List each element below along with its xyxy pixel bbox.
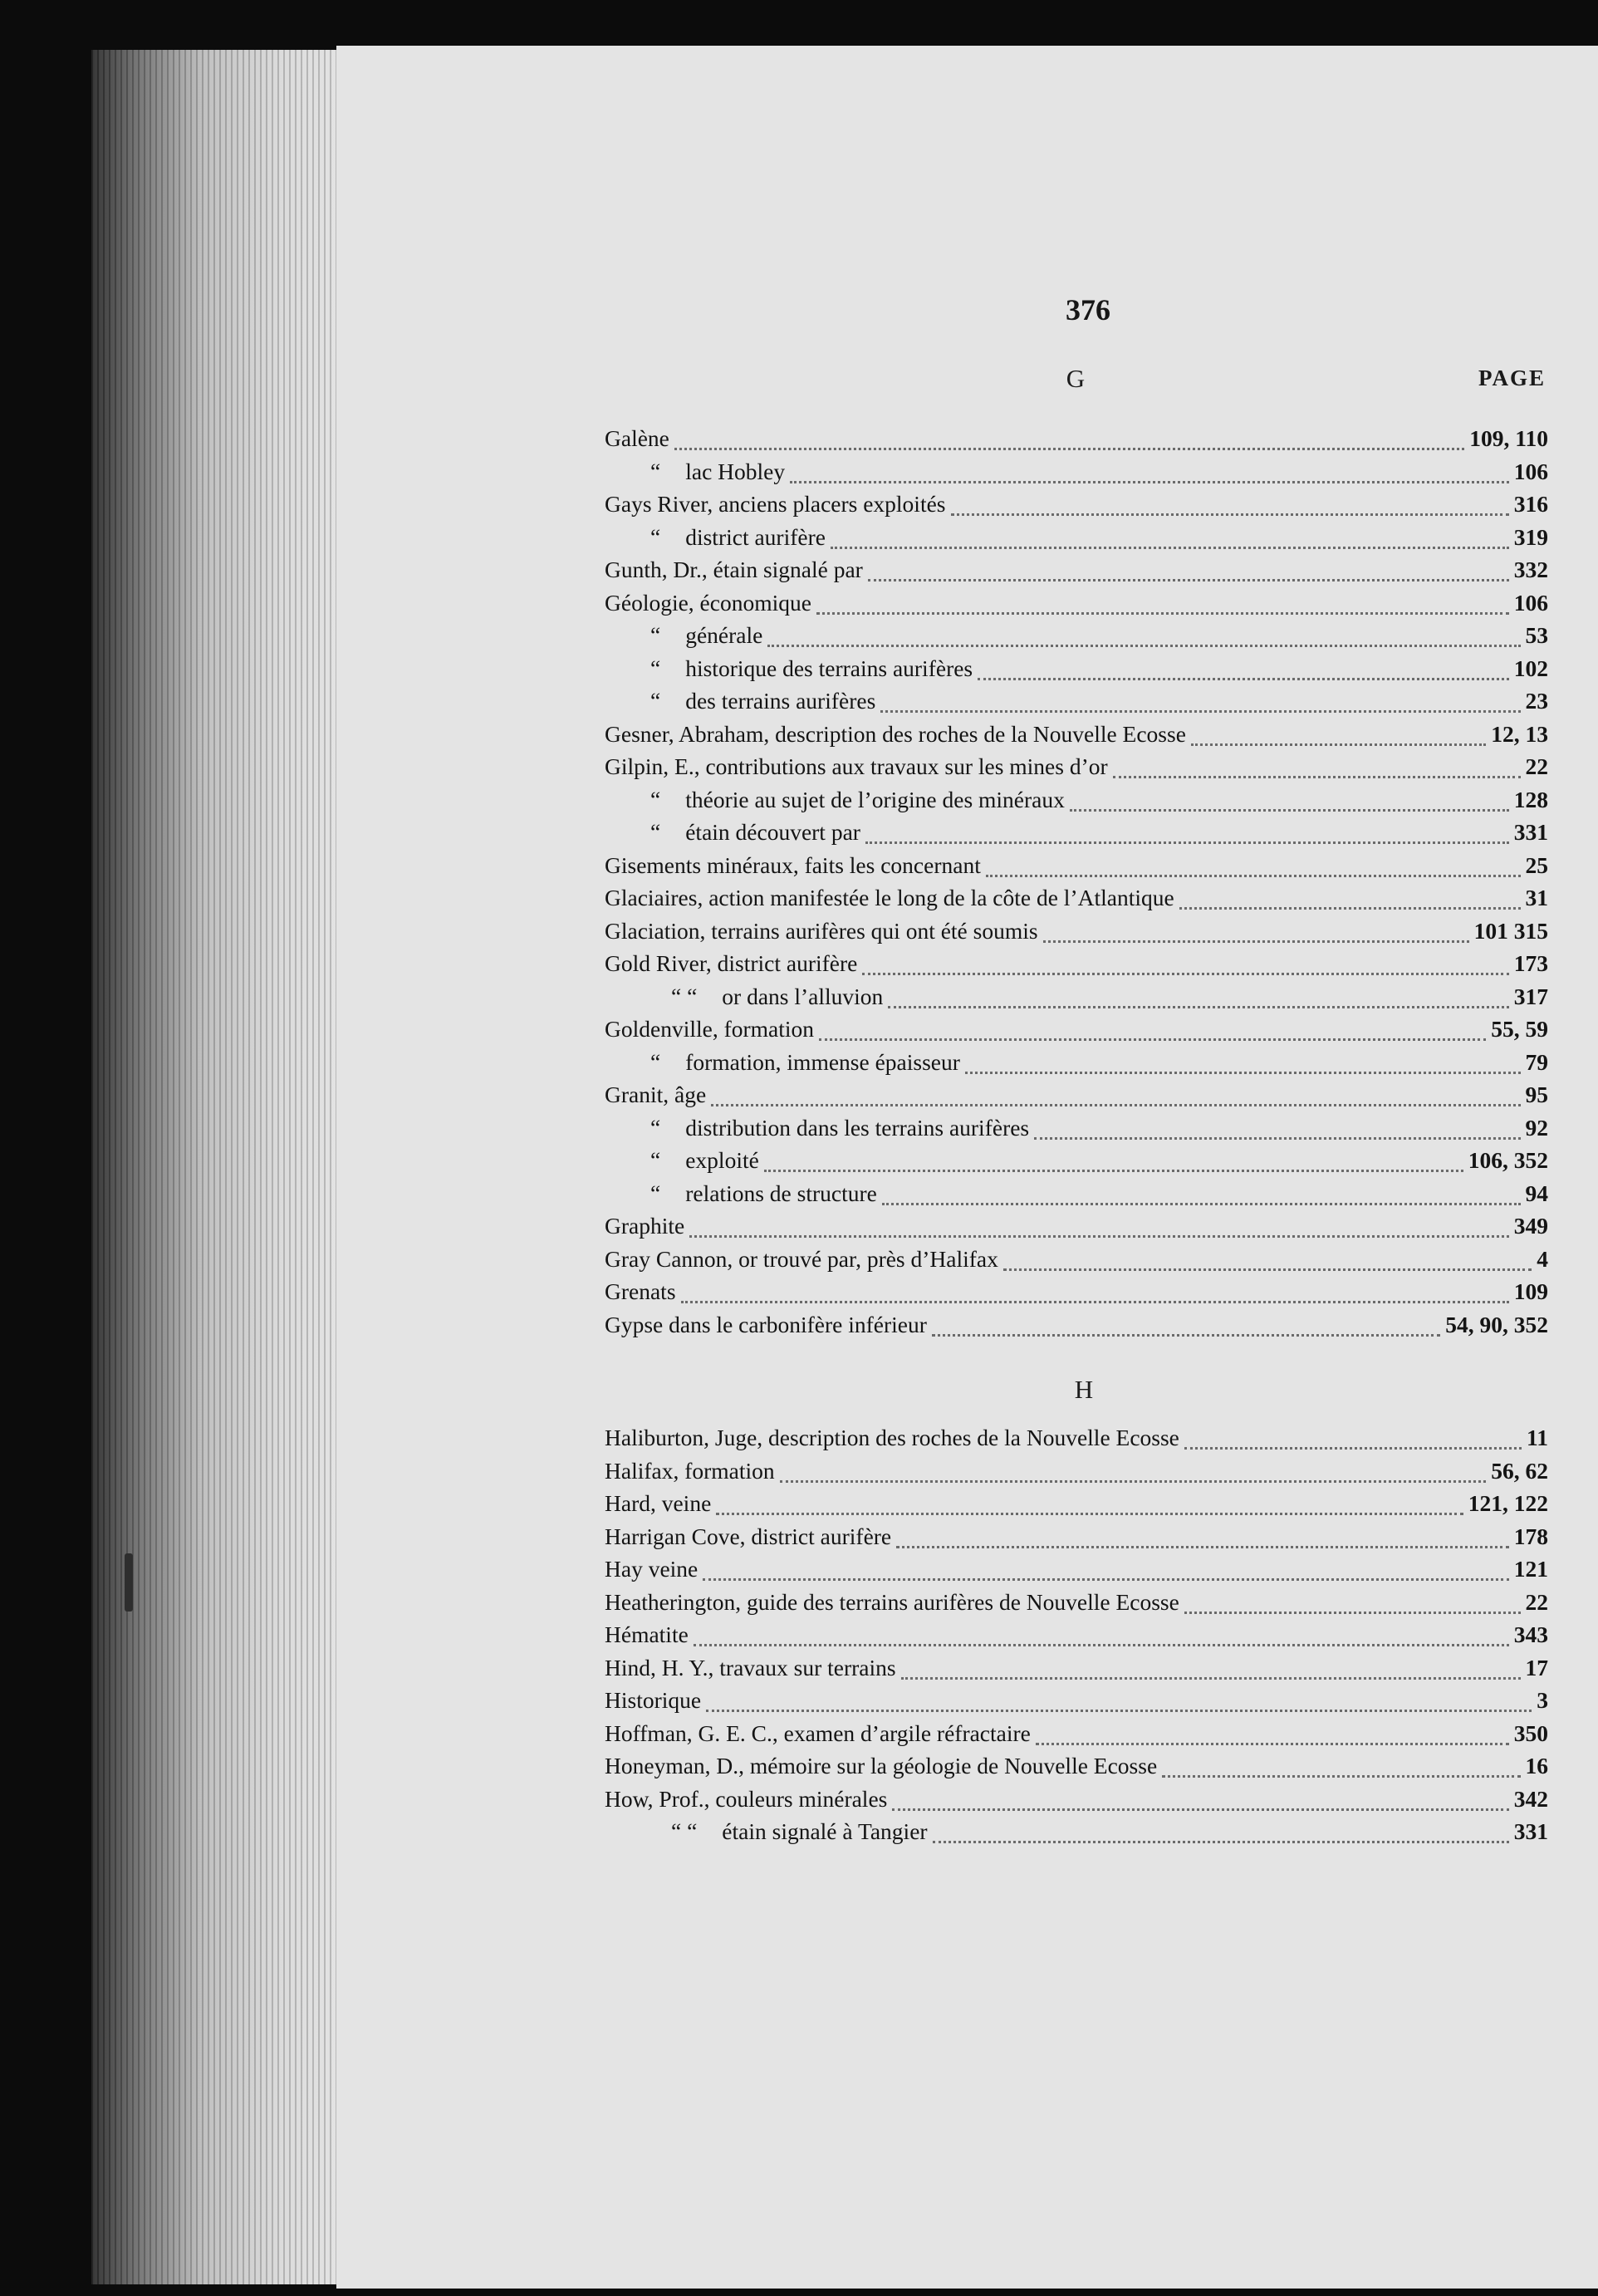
index-entry — [605, 1523, 1548, 1557]
index-entry-pages: 343 — [1513, 1621, 1548, 1647]
index-entry — [605, 590, 1548, 623]
index-entry-text: Grenats — [605, 1278, 676, 1304]
index-entry — [605, 1016, 1548, 1049]
index-entry-text: Hoffman, G. E. C., examen d’argile réfractaire — [605, 1720, 1031, 1746]
index-entry-pages: 22 — [1525, 1588, 1548, 1615]
index-entry — [605, 1818, 1548, 1852]
index-entry — [605, 491, 1548, 524]
index-entry-text: relations de structure — [685, 1180, 877, 1206]
index-entry-pages: 319 — [1513, 523, 1548, 550]
dot-leader — [978, 678, 1509, 680]
index-entry-label — [605, 1556, 698, 1582]
index-entry-label — [605, 1049, 960, 1076]
index-entry-label — [605, 1753, 1157, 1779]
index-entry-label — [605, 1655, 896, 1681]
index-entry-text: théorie au sujet de l’origine des minéraux — [685, 786, 1065, 812]
dot-leader — [706, 1710, 1532, 1712]
index-entry-pages: 350 — [1513, 1720, 1548, 1746]
dot-leader — [711, 1104, 1520, 1106]
ditto-mark: “ — [650, 1180, 661, 1206]
page-number: 376 — [1066, 293, 1110, 326]
dot-leader — [986, 875, 1521, 877]
dot-leader — [1179, 907, 1521, 910]
index-entry-text: or dans l’alluvion — [722, 983, 884, 1009]
ditto-mark: “ — [650, 819, 661, 845]
index-entry-pages: 3 — [1537, 1687, 1548, 1713]
index-entry-label — [605, 1278, 676, 1305]
index-entry — [605, 1246, 1548, 1279]
index-entry-label — [605, 1523, 891, 1550]
index-entry-pages: 109, 110 — [1469, 425, 1548, 451]
index-entry-text: Granit, âge — [605, 1082, 707, 1107]
index-entry-label — [605, 787, 1065, 813]
index-entry-text: Gays River, anciens placers exploités — [605, 491, 946, 517]
index-entry-text: Géologie, économique — [605, 589, 811, 616]
index-entry-pages: 106 — [1513, 589, 1548, 616]
index-entry — [605, 425, 1548, 459]
index-section-g — [605, 425, 1548, 1344]
ditto-mark: “ — [650, 786, 661, 812]
index-entry-text: lac Hobley — [685, 458, 786, 484]
index-entry — [605, 721, 1548, 754]
index-entry-pages: 31 — [1525, 885, 1548, 910]
index-entry-label — [605, 1213, 684, 1239]
index-entry-label — [605, 950, 857, 977]
index-entry-pages: 23 — [1525, 688, 1548, 714]
dot-leader — [933, 1841, 1509, 1843]
index-entry-text: Hard, veine — [605, 1490, 712, 1516]
index-entry — [605, 1655, 1548, 1688]
dot-leader — [1162, 1775, 1520, 1778]
index-entry-text: Gilpin, E., contributions aux travaux sur les mines d’or — [605, 753, 1108, 779]
index-entry-pages: 22 — [1525, 753, 1548, 779]
index-entry — [605, 1425, 1548, 1458]
index-entry-label — [605, 753, 1108, 780]
index-entry-pages: 95 — [1525, 1082, 1548, 1107]
dot-leader — [681, 1301, 1509, 1303]
index-entry — [605, 1490, 1548, 1523]
index-entry-text: Heatherington, guide des terrains aurifères de Nouvelle Ecosse — [605, 1588, 1179, 1615]
index-entry-text: formation, immense épaisseur — [685, 1048, 960, 1075]
index-entry — [605, 753, 1548, 787]
dot-leader — [888, 1006, 1508, 1008]
dot-leader — [790, 481, 1509, 483]
index-entry-pages: 55, 59 — [1491, 1016, 1548, 1042]
index-entry-text: Goldenville, formation — [605, 1016, 815, 1042]
dot-leader — [694, 1644, 1509, 1646]
dot-leader — [703, 1578, 1509, 1581]
index-entry-pages: 106, 352 — [1468, 1147, 1548, 1173]
index-entry-pages: 25 — [1525, 851, 1548, 878]
index-entry-pages: 317 — [1513, 983, 1548, 1009]
index-entry-label — [605, 918, 1038, 944]
index-entry — [605, 1312, 1548, 1345]
index-entry — [605, 688, 1548, 721]
index-entry-text: étain signalé à Tangier — [722, 1818, 928, 1844]
index-entry-text: Harrigan Cove, district aurifère — [605, 1523, 892, 1549]
dot-leader — [831, 547, 1509, 549]
index-entry-text: Glaciaires, action manifestée le long de la côte de l’Atlantique — [605, 885, 1174, 910]
index-entry-label — [605, 622, 762, 649]
index-entry-text: Galène — [605, 425, 669, 451]
index-entry — [605, 557, 1548, 590]
dot-leader — [780, 1480, 1487, 1483]
index-entry-pages: 173 — [1513, 950, 1548, 976]
page-column-heading: PAGE — [1478, 365, 1546, 390]
index-entry-label — [605, 1312, 927, 1338]
index-entry — [605, 1556, 1548, 1589]
index-entry-pages: 178 — [1513, 1523, 1548, 1549]
dot-leader — [865, 841, 1509, 844]
dot-leader — [767, 645, 1520, 647]
index-entry — [605, 459, 1548, 492]
index-entry-label — [605, 459, 785, 485]
ditto-mark: “ — [650, 1048, 661, 1075]
dot-leader — [674, 448, 1464, 450]
index-entry-label — [605, 1589, 1179, 1616]
index-entry-label — [605, 1720, 1031, 1747]
index-entry-pages: 11 — [1527, 1425, 1548, 1450]
dot-leader — [1034, 1137, 1520, 1140]
dot-leader — [1003, 1268, 1532, 1271]
index-entry-label — [605, 1016, 814, 1043]
dot-leader — [1036, 1743, 1509, 1745]
index-entry-text: Gold River, district aurifère — [605, 950, 858, 976]
index-entry-label — [605, 852, 981, 879]
dot-leader — [932, 1334, 1440, 1337]
index-entry-pages: 331 — [1513, 819, 1548, 845]
index-entry — [605, 1049, 1548, 1082]
index-entry-pages: 109 — [1513, 1278, 1548, 1304]
index-entry-label — [605, 1147, 759, 1174]
index-entry-pages: 79 — [1525, 1048, 1548, 1075]
ditto-mark: “ — [650, 523, 661, 550]
index-entry — [605, 1278, 1548, 1312]
dot-leader — [862, 973, 1508, 975]
index-entry — [605, 1147, 1548, 1180]
ditto-mark: “ — [650, 622, 661, 648]
ditto-mark: “ — [650, 655, 661, 681]
index-entry-text: Hématite — [605, 1621, 689, 1647]
dot-leader — [716, 1513, 1463, 1515]
index-entry — [605, 984, 1548, 1017]
index-entry-pages: 94 — [1525, 1180, 1548, 1206]
index-entry-text: Glaciation, terrains aurifères qui ont été soumis — [605, 917, 1038, 944]
index-entry-pages: 331 — [1513, 1818, 1548, 1844]
dot-leader — [882, 1203, 1521, 1205]
index-entry-pages: 128 — [1513, 786, 1548, 812]
index-entry-label — [605, 688, 875, 714]
dot-leader — [816, 612, 1509, 615]
index-entry-label — [605, 885, 1174, 911]
dot-leader — [819, 1038, 1486, 1041]
dot-leader — [1043, 940, 1469, 943]
index-entry-label — [605, 524, 826, 551]
dot-leader — [1184, 1447, 1522, 1450]
index-entry-pages: 92 — [1525, 1114, 1548, 1141]
index-entry-text: Gisements minéraux, faits les concernant — [605, 851, 981, 878]
index-entry-text: Graphite — [605, 1213, 685, 1239]
dot-leader — [896, 1546, 1509, 1548]
index-entry — [605, 1082, 1548, 1115]
section-letter-h: H — [1074, 1375, 1094, 1404]
index-entry — [605, 1621, 1548, 1655]
index-entry-text: générale — [685, 622, 763, 648]
index-entry — [605, 787, 1548, 820]
index-entry — [605, 950, 1548, 984]
index-entry — [605, 918, 1548, 951]
index-entry-text: distribution dans les terrains aurifères — [685, 1114, 1030, 1141]
index-entry-label — [605, 819, 860, 846]
index-entry — [605, 622, 1548, 655]
index-entry-pages: 4 — [1537, 1245, 1548, 1272]
index-entry-pages: 121 — [1513, 1556, 1548, 1582]
index-entry-label — [605, 1115, 1029, 1141]
index-entry-text: Haliburton, Juge, description des roches de la Nouvelle Ecosse — [605, 1425, 1179, 1450]
index-entry-pages: 349 — [1513, 1213, 1548, 1239]
dot-leader — [1191, 743, 1486, 746]
index-entry — [605, 885, 1548, 918]
index-entry — [605, 524, 1548, 557]
ditto-mark: “ — [650, 1114, 661, 1141]
index-entry-text: Gunth, Dr., étain signalé par — [605, 557, 863, 582]
index-entry-label — [605, 557, 863, 583]
index-entry-text: étain découvert par — [685, 819, 860, 845]
index-entry-label — [605, 491, 946, 518]
index-entry-label — [605, 1687, 701, 1714]
index-entry-pages: 102 — [1513, 655, 1548, 681]
dot-leader — [901, 1677, 1521, 1680]
index-entry-pages: 12, 13 — [1491, 720, 1548, 747]
index-entry-label — [605, 721, 1186, 748]
index-entry-text: Historique — [605, 1687, 702, 1713]
index-entry-text: Gesner, Abraham, description des roches de la Nouvelle Ecosse — [605, 720, 1186, 747]
index-entry-label — [605, 425, 669, 452]
index-entry — [605, 1753, 1548, 1786]
index-entry-text: des terrains aurifères — [685, 688, 876, 714]
index-entry-pages: 54, 90, 352 — [1445, 1311, 1548, 1337]
index-entry-label — [605, 984, 883, 1010]
index-entry — [605, 1720, 1548, 1754]
index-entry-label — [605, 1786, 887, 1813]
index-entry — [605, 1180, 1548, 1214]
index-entry-label — [605, 1490, 711, 1517]
index-entry-text: district aurifère — [685, 523, 826, 550]
index-entry — [605, 852, 1548, 886]
ditto-mark: “ “ — [671, 1818, 698, 1844]
index-entry-text: Gray Cannon, or trouvé par, près d’Halifax — [605, 1245, 998, 1272]
index-entry-pages: 332 — [1513, 557, 1548, 582]
index-entry-text: Hay veine — [605, 1556, 699, 1582]
index-entry-label — [605, 1180, 877, 1207]
dot-leader — [1113, 776, 1521, 778]
index-entry-pages: 101 315 — [1473, 917, 1548, 944]
dot-leader — [868, 579, 1509, 581]
index-entry-label — [605, 1246, 998, 1273]
index-entry-pages: 56, 62 — [1491, 1457, 1548, 1484]
scan-mark — [125, 1553, 133, 1612]
index-entry — [605, 1115, 1548, 1148]
index-entry-text: How, Prof., couleurs minérales — [605, 1785, 888, 1812]
index-entry-pages: 121, 122 — [1468, 1490, 1548, 1516]
ditto-mark: “ — [650, 688, 661, 714]
section-letter-g: G — [1066, 364, 1086, 393]
index-entry — [605, 1589, 1548, 1622]
index-entry-label — [605, 1425, 1179, 1451]
index-entry-label — [605, 1621, 689, 1648]
dot-leader — [965, 1072, 1521, 1074]
index-entry-label — [605, 1082, 706, 1108]
index-entry — [605, 1687, 1548, 1720]
index-entry-text: exploité — [685, 1147, 759, 1173]
index-entry-text: Gypse dans le carbonifère inférieur — [605, 1311, 927, 1337]
dot-leader — [892, 1808, 1508, 1811]
index-entry-label — [605, 655, 973, 682]
index-entry — [605, 1786, 1548, 1819]
index-entry-pages: 17 — [1525, 1654, 1548, 1680]
index-entry-pages: 53 — [1525, 622, 1548, 648]
ditto-mark: “ — [650, 1147, 661, 1173]
index-entry — [605, 819, 1548, 852]
index-entry — [605, 655, 1548, 689]
index-entry-pages: 316 — [1513, 491, 1548, 517]
index-entry-text: Halifax, formation — [605, 1457, 775, 1484]
dot-leader — [764, 1170, 1463, 1172]
dot-leader — [880, 710, 1520, 713]
index-entry-label — [605, 1818, 928, 1845]
index-entry-pages: 16 — [1525, 1753, 1548, 1778]
ditto-mark: “ “ — [671, 983, 698, 1009]
index-entry-pages: 106 — [1513, 458, 1548, 484]
dot-leader — [689, 1235, 1509, 1238]
dot-leader — [951, 513, 1509, 516]
dot-leader — [1070, 809, 1509, 812]
index-entry-text: historique des terrains aurifères — [685, 655, 973, 681]
page-stack-edge — [91, 50, 341, 2284]
index-entry-text: Hind, H. Y., travaux sur terrains — [605, 1654, 896, 1680]
index-entry — [605, 1458, 1548, 1491]
index-section-h — [605, 1425, 1548, 1852]
ditto-mark: “ — [650, 458, 661, 484]
dot-leader — [1184, 1612, 1521, 1614]
index-entry-label — [605, 1458, 775, 1484]
index-entry-pages: 342 — [1513, 1785, 1548, 1812]
index-entry — [605, 1213, 1548, 1246]
index-entry-label — [605, 590, 811, 616]
index-entry-text: Honeyman, D., mémoire sur la géologie de Nouvelle Ecosse — [605, 1753, 1158, 1778]
